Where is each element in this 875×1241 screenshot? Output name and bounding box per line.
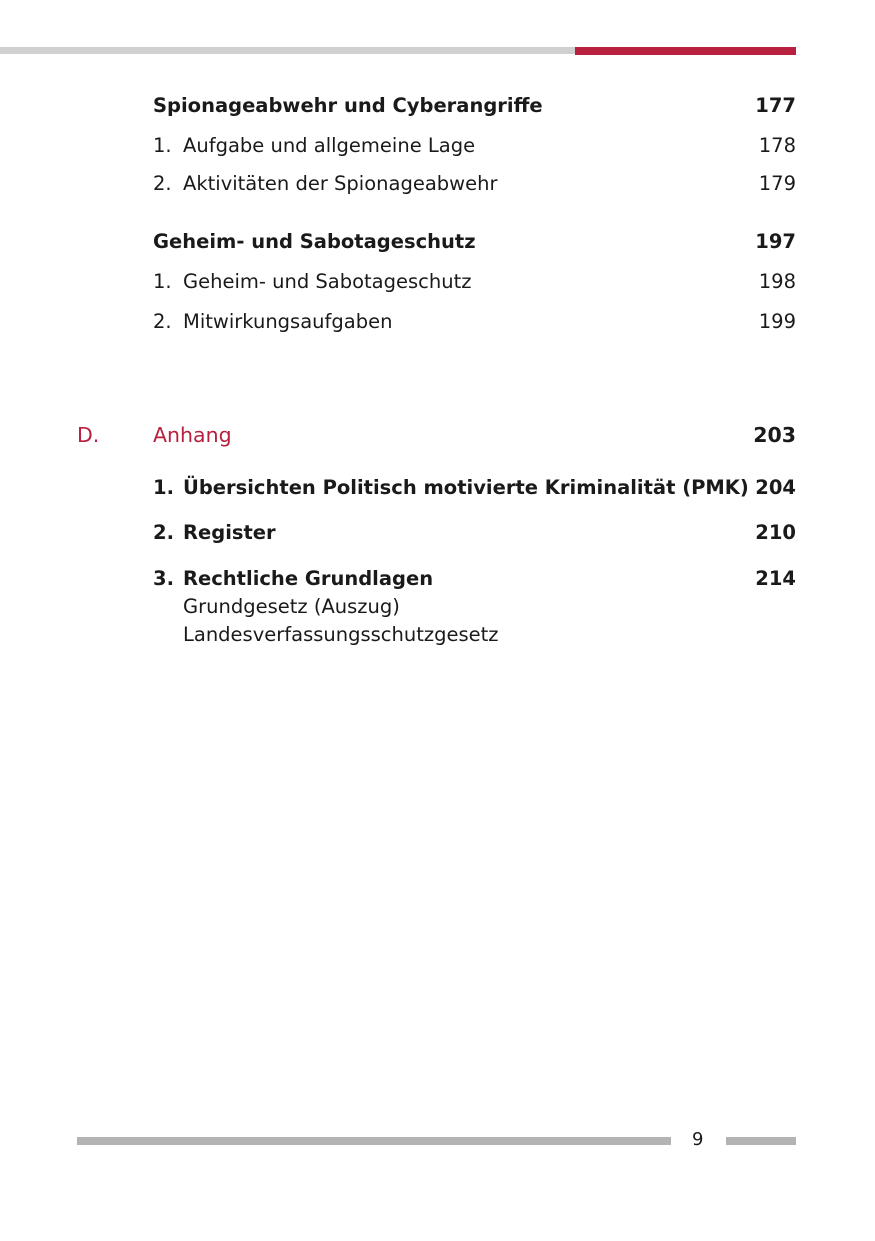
toc-heading-page: 177 <box>755 94 796 117</box>
toc-entry-number: 3. <box>153 567 174 590</box>
toc-subentry: Grundgesetz (Auszug) <box>183 595 400 618</box>
toc-heading-page: 197 <box>755 230 796 253</box>
toc-entry-number: 1. <box>153 476 174 499</box>
top-decorative-bar <box>0 47 575 54</box>
top-accent-bar <box>575 47 796 55</box>
toc-entry-label: Aktivitäten der Spionageabwehr <box>183 172 498 195</box>
toc-entry-page: 198 <box>758 270 796 293</box>
toc-entry-label: Register <box>183 521 276 544</box>
toc-entry-page: 178 <box>758 134 796 157</box>
toc-subentry: Landesverfassungsschutzgesetz <box>183 623 499 646</box>
toc-entry-page: 199 <box>758 310 796 333</box>
toc-entry-page: 210 <box>755 521 796 544</box>
footer-bar-left <box>77 1137 671 1145</box>
toc-entry-page: 179 <box>758 172 796 195</box>
toc-entry-number: 1. <box>153 270 172 293</box>
toc-entry-page: 204 <box>755 476 796 499</box>
toc-entry-label: Übersichten Politisch motivierte Kriminalität (PMK) <box>183 476 749 499</box>
toc-heading-spionage[interactable] <box>153 94 796 118</box>
toc-entry-number: 1. <box>153 134 172 157</box>
toc-entry-page: 214 <box>755 567 796 590</box>
toc-entry-number: 2. <box>153 172 172 195</box>
page-number: 9 <box>692 1129 704 1150</box>
toc-entry-label: Mitwirkungsaufgaben <box>183 310 393 333</box>
toc-entry-label: Aufgabe und allgemeine Lage <box>183 134 476 157</box>
footer-bar-right <box>726 1137 796 1145</box>
section-title[interactable]: Anhang <box>153 423 232 447</box>
toc-entry-label: Rechtliche Grundlagen <box>183 567 434 590</box>
toc-entry-label: Geheim- und Sabotageschutz <box>183 270 472 293</box>
toc-heading-title: Geheim- und Sabotageschutz <box>153 230 476 253</box>
toc-heading-title: Spionageabwehr und Cyberangriffe <box>153 94 543 117</box>
toc-entry-number: 2. <box>153 310 172 333</box>
section-letter: D. <box>77 423 100 447</box>
section-page: 203 <box>753 423 796 447</box>
toc-entry-number: 2. <box>153 521 174 544</box>
toc-heading-geheim[interactable] <box>153 230 796 254</box>
